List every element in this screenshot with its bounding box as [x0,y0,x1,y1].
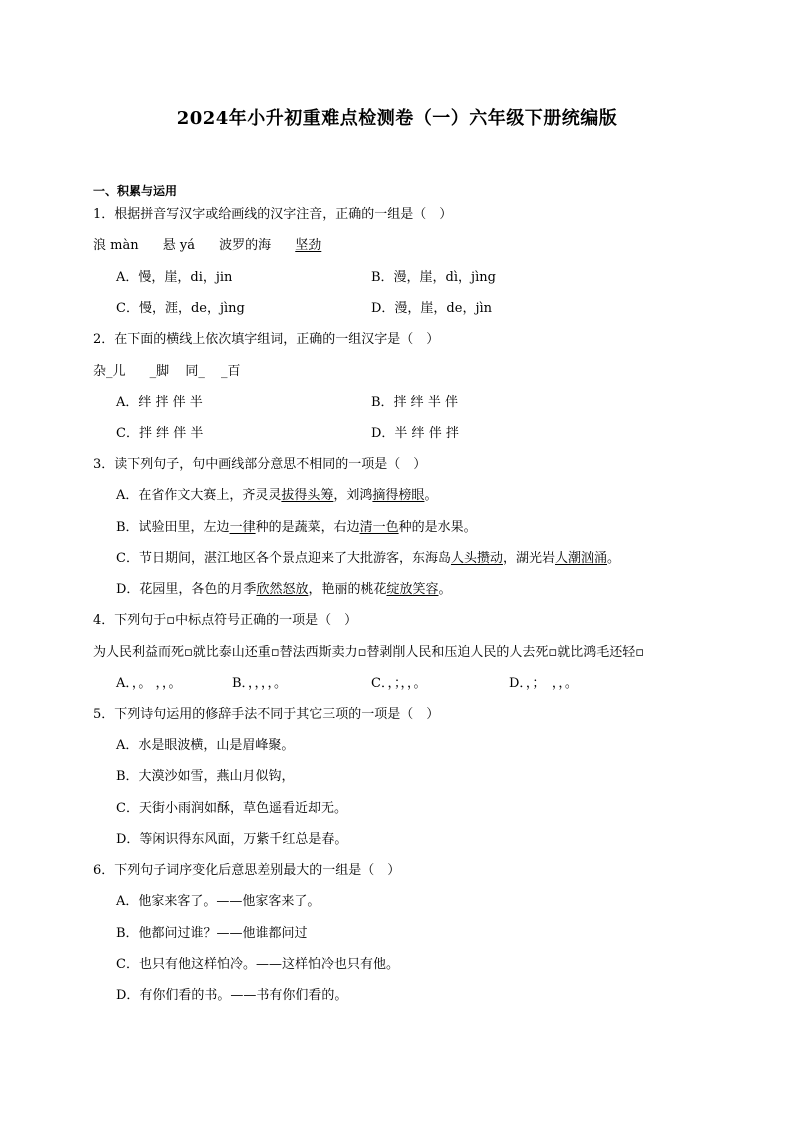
q6-option-d: D．有你们看的书。——书有你们看的。 [116,988,348,1003]
q3-b-text: B．试验田里，左边 [116,520,230,535]
q3-b-text: 种的是水果。 [398,520,477,535]
q2-option-c: C．拌 绊 伴 半 [116,426,204,441]
q5-option-c: C．天街小雨润如酥，草色遥看近却无。 [116,801,347,816]
q3-option-b [116,519,477,537]
q3-b-underline-2: 清一色 [359,520,399,535]
q1-word: 悬 yá [162,238,195,253]
question-1-words [93,237,321,255]
q5-option-a: A．水是眼波横，山是眉峰聚。 [116,738,295,753]
q1-option-c: C．慢，涯，de，jìng [116,301,245,316]
question-2-words [93,363,240,381]
q6-option-b: B．他都问过谁？——他谁都问过 [116,926,308,941]
q1-option-a: A．慢，崖，di，jin [116,270,233,285]
q3-option-a [116,487,437,505]
q6-option-c: C．也只有他这样怕冷。——这样怕冷也只有他。 [116,957,399,972]
q3-d-text: 。 [438,582,452,597]
q4-option-d: D．，； ，，。 [509,676,578,691]
q1-word: 波罗的海 [219,238,272,253]
q2-word: 杂_儿 [93,364,126,379]
q6-option-a: A．他家来客了。——他家客来了。 [116,894,321,909]
q3-option-d [116,581,452,599]
q3-c-text: 。 [607,551,621,566]
question-5-stem: 5．下列诗句运用的修辞手法不同于其它三项的一项是（ ） [93,707,440,722]
q3-a-text: A．在省作文大赛上，齐灵灵 [116,488,282,503]
question-4-sentence: 为人民利益而死▫就比泰山还重▫替法西斯卖力▫替剥削人民和压迫人民的人去死▫就比鸿毛还轻▫ [93,645,645,660]
question-1-stem: 1．根据拼音写汉字或给画线的汉字注音，正确的一组是（ ） [93,207,453,222]
q3-c-text: C．节日期间，湛江地区各个景点迎来了大批游客，东海岛 [116,551,451,566]
q2-word: 同_ [185,364,205,379]
section-heading: 一、积累与运用 [93,184,178,198]
q3-a-text: ，刘鸿 [333,488,373,503]
q2-option-b: B．拌 绊 半 伴 [371,395,458,410]
q3-option-c [116,550,620,568]
q1-option-b: B．漫，崖，dì，jìng [371,270,496,285]
q3-a-underline-1: 拔得头筹 [281,488,334,503]
q3-c-underline-2: 人潮汹涌 [554,551,607,566]
q4-option-c: C．，；，，。 [371,676,427,691]
q4-option-b: B．，，，，。 [232,676,288,691]
q3-c-text: ，湖光岩 [502,551,555,566]
q4-option-a: A．，。 ，，。 [116,676,182,691]
q3-a-text: 。 [424,488,438,503]
q3-b-underline-1: 一律 [229,520,256,535]
q1-option-d: D．漫，崖，de，jìn [371,301,492,316]
q2-word: _百 [220,364,241,379]
question-6-stem: 6．下列句子词序变化后意思差别最大的一组是（ ） [93,863,401,878]
q1-word-underlined: 坚劲 [295,238,322,253]
q3-d-text: ，艳丽的桃花 [308,582,387,597]
q5-option-d: D．等闲识得东风面，万紫千红总是春。 [116,832,348,847]
q3-c-underline-1: 人头攒动 [450,551,503,566]
q5-option-b: B．大漠沙如雪，燕山月似钩， [116,769,295,784]
q3-d-text: D．花园里，各色的月季 [116,582,257,597]
q3-d-underline-1: 欣然怒放 [256,582,309,597]
question-3-stem: 3．读下列句子，句中画线部分意思不相同的一项是（ ） [93,457,427,472]
page-title: 2024年小升初重难点检测卷（一）六年级下册统编版 [176,108,618,129]
q2-word: _脚 [149,364,170,379]
q2-option-d: D．半 绊 伴 拌 [371,426,459,441]
q1-word: 浪 màn [93,238,139,253]
question-2-stem: 2．在下面的横线上依次填字组词，正确的一组汉字是（ ） [93,332,440,347]
q2-option-a: A．绊 拌 伴 半 [116,395,203,410]
q3-d-underline-2: 绽放笑容 [386,582,439,597]
question-4-stem: 4．下列句于▫中标点符号正确的一项是（ ） [93,613,358,628]
q3-a-underline-2: 摘得榜眼 [372,488,425,503]
q3-b-text: 种的是蔬菜，右边 [255,520,360,535]
